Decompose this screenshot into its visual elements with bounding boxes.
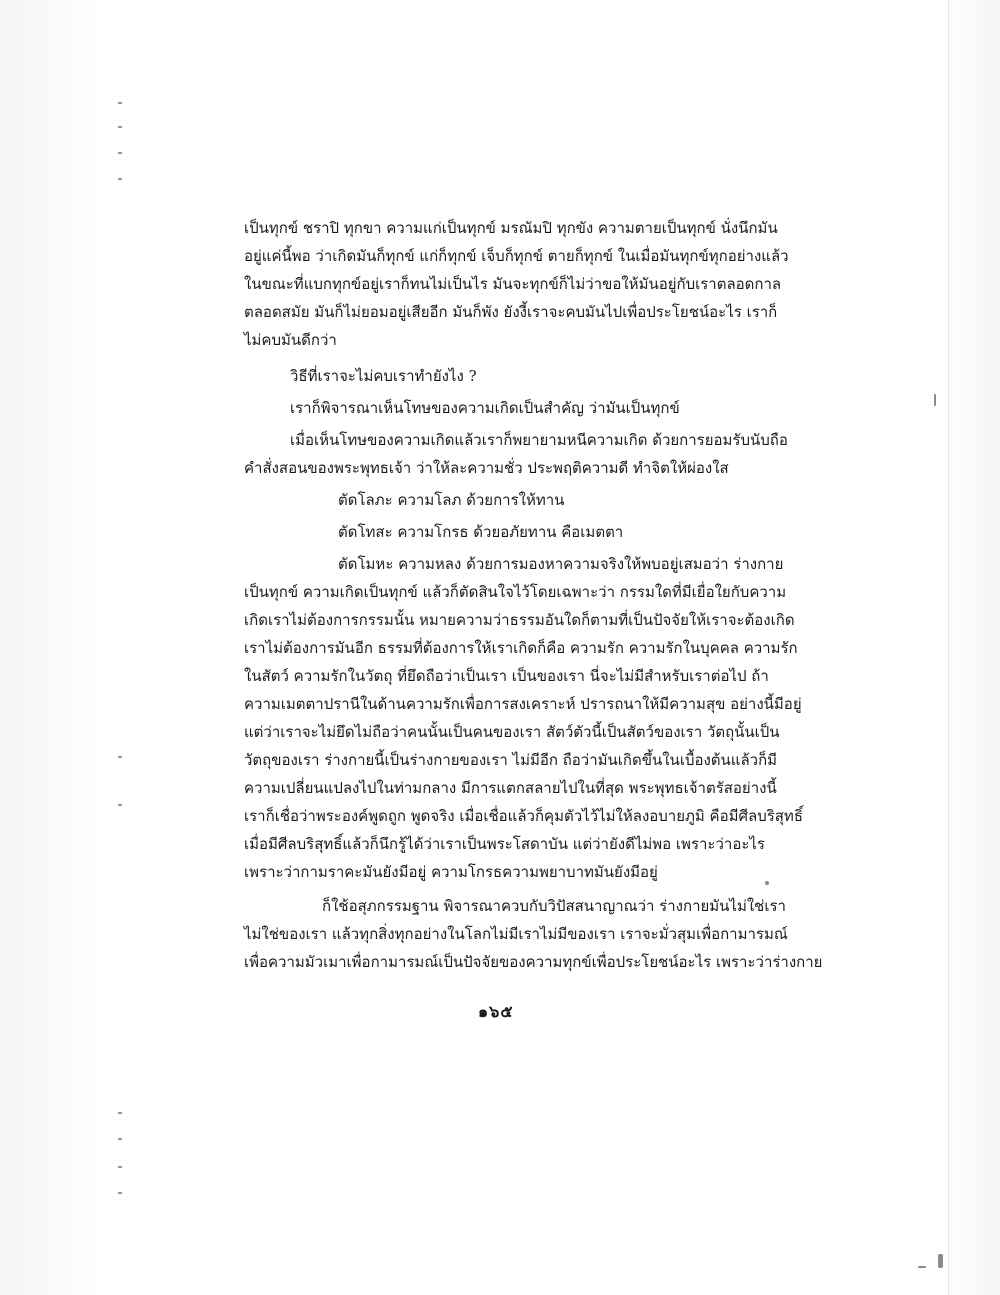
paragraph-1-line-3: ในขณะที่แบกทุกข์อยู่เราก็ทนไม่เป็นไร มันจะทุกข์ก็ไม่ว่าขอให้มันอยู่กับเราตลอดกาล (244, 275, 782, 293)
paragraph-4-line-3: เพื่อความมัวเมาเพื่อกามารมณ์เป็นปัจจัยของความทุกข์เพื่อประโยชน์อะไร เพราะว่าร่างกาย (244, 953, 823, 971)
paragraph-3-line-7: แต่ว่าเราจะไม่ยึดไม่ถือว่าคนนั้นเป็นคนของเรา สัตว์ตัวนี้เป็นสัตว์ของเรา วัตถุนั้นเป็น (244, 723, 780, 741)
paragraph-3-line-9: ความเปลี่ยนแปลงไปในท่ามกลาง มีการแตกสลายไปในที่สุด พระพุทธเจ้าตรัสอย่างนี้ (244, 779, 777, 797)
answer-line: เราก็พิจารณาเห็นโทษของความเกิดเป็นสำคัญ ว่ามันเป็นทุกข์ (290, 399, 680, 417)
paragraph-4-line-1: ก็ใช้อสุภกรรมฐาน พิจารณาควบกับวิปัสสนาญาณว่า ร่างกายมันไม่ใช่เรา (322, 897, 786, 915)
paragraph-3-line-6: ความเมตตาปรานีในด้านความรักเพื่อการสงเคราะห์ ปรารถนาให้มีความสุข อย่างนี้มีอยู่ (244, 695, 802, 713)
page-number: ๑๖๕ (478, 1002, 514, 1021)
paragraph-3-line-2: เป็นทุกข์ ความเกิดเป็นทุกข์ แล้วก็ตัดสินใจไว้โดยเฉพาะว่า กรรมใดที่มีเยื่อใยกับความ (244, 583, 787, 601)
paragraph-3-line-11: เมื่อมีศีลบริสุทธิ์แล้วก็นึกรู้ได้ว่าเราเป็นพระโสดาบัน แต่ว่ายังดีไม่พอ เพราะว่าอะไร (244, 835, 765, 853)
paragraph-3-line-3: เกิดเราไม่ต้องการกรรมนั้น หมายความว่าธรรมอันใดก็ตามที่เป็นปัจจัยให้เราจะต้องเกิด (244, 611, 795, 629)
paragraph-4-line-2: ไม่ใช่ของเรา แล้วทุกสิ่งทุกอย่างในโลกไม่มีเราไม่มีของเรา เราจะมั่วสุมเพื่อกามารมณ์ (244, 925, 788, 943)
paragraph-1-line-4: ตลอดสมัย มันก็ไม่ยอมอยู่เสียอีก มันก็พัง ยังงี้เราจะคบมันไปเพื่อประโยชน์อะไร เราก็ (244, 303, 778, 321)
paragraph-3-line-10: เราก็เชื่อว่าพระองค์พูดถูก พูดจริง เมื่อเชื่อแล้วก็คุมตัวไว้ไม่ให้ลงอบายภูมิ คือมีศีลบริสุทธิ์ (244, 807, 803, 825)
paragraph-3-line-8: วัตถุของเรา ร่างกายนี้เป็นร่างกายของเรา ไม่มีอีก ถือว่ามันเกิดขึ้นในเบื้องต้นแล้วก็มี (244, 751, 778, 769)
paragraph-1-line-5: ไม่คบมันดีกว่า (244, 331, 337, 349)
item-lobha: ตัดโลภะ ความโลภ ด้วยการให้ทาน (338, 491, 565, 509)
paragraph-2-line-1: เมื่อเห็นโทษของความเกิดแล้วเราก็พยายามหนีความเกิด ด้วยการยอมรับนับถือ (290, 431, 788, 449)
paragraph-3-line-4: เราไม่ต้องการมันอีก ธรรมที่ต้องการให้เราเกิดก็คือ ความรัก ความรักในบุคคล ความรัก (244, 639, 798, 657)
question-line: วิธีที่เราจะไม่คบเราทำยังไง ? (290, 367, 477, 385)
paragraph-1-line-2: อยู่แค่นี้พอ ว่าเกิดมันก็ทุกข์ แก่ก็ทุกข์ เจ็บก็ทุกข์ ตายก็ทุกข์ ในเมื่อมันทุกข์ทุกอย่างแล้ว (244, 247, 789, 265)
item-dosa: ตัดโทสะ ความโกรธ ด้วยอภัยทาน คือเมตตา (338, 523, 624, 541)
paragraph-3-line-1: ตัดโมหะ ความหลง ด้วยการมองหาความจริงให้พบอยู่เสมอว่า ร่างกาย (338, 555, 784, 573)
paragraph-3-line-5: ในสัตว์ ความรักในวัตถุ ที่ยึดถือว่าเป็นเรา เป็นของเรา นี่จะไม่มีสำหรับเราต่อไป ถ้า (244, 667, 769, 685)
paragraph-1-line-1: เป็นทุกข์ ชราปิ ทุกขา ความแก่เป็นทุกข์ มรณัมปิ ทุกขัง ความตายเป็นทุกข์ นั่งนึกมัน (244, 219, 778, 237)
paragraph-2-line-2: คำสั่งสอนของพระพุทธเจ้า ว่าให้ละความชั่ว ประพฤติความดี ทำจิตให้ผ่องใส (244, 459, 729, 477)
paragraph-3-line-12: เพราะว่ากามราคะมันยังมีอยู่ ความโกรธความพยาบาทมันยังมีอยู่ (244, 863, 658, 881)
